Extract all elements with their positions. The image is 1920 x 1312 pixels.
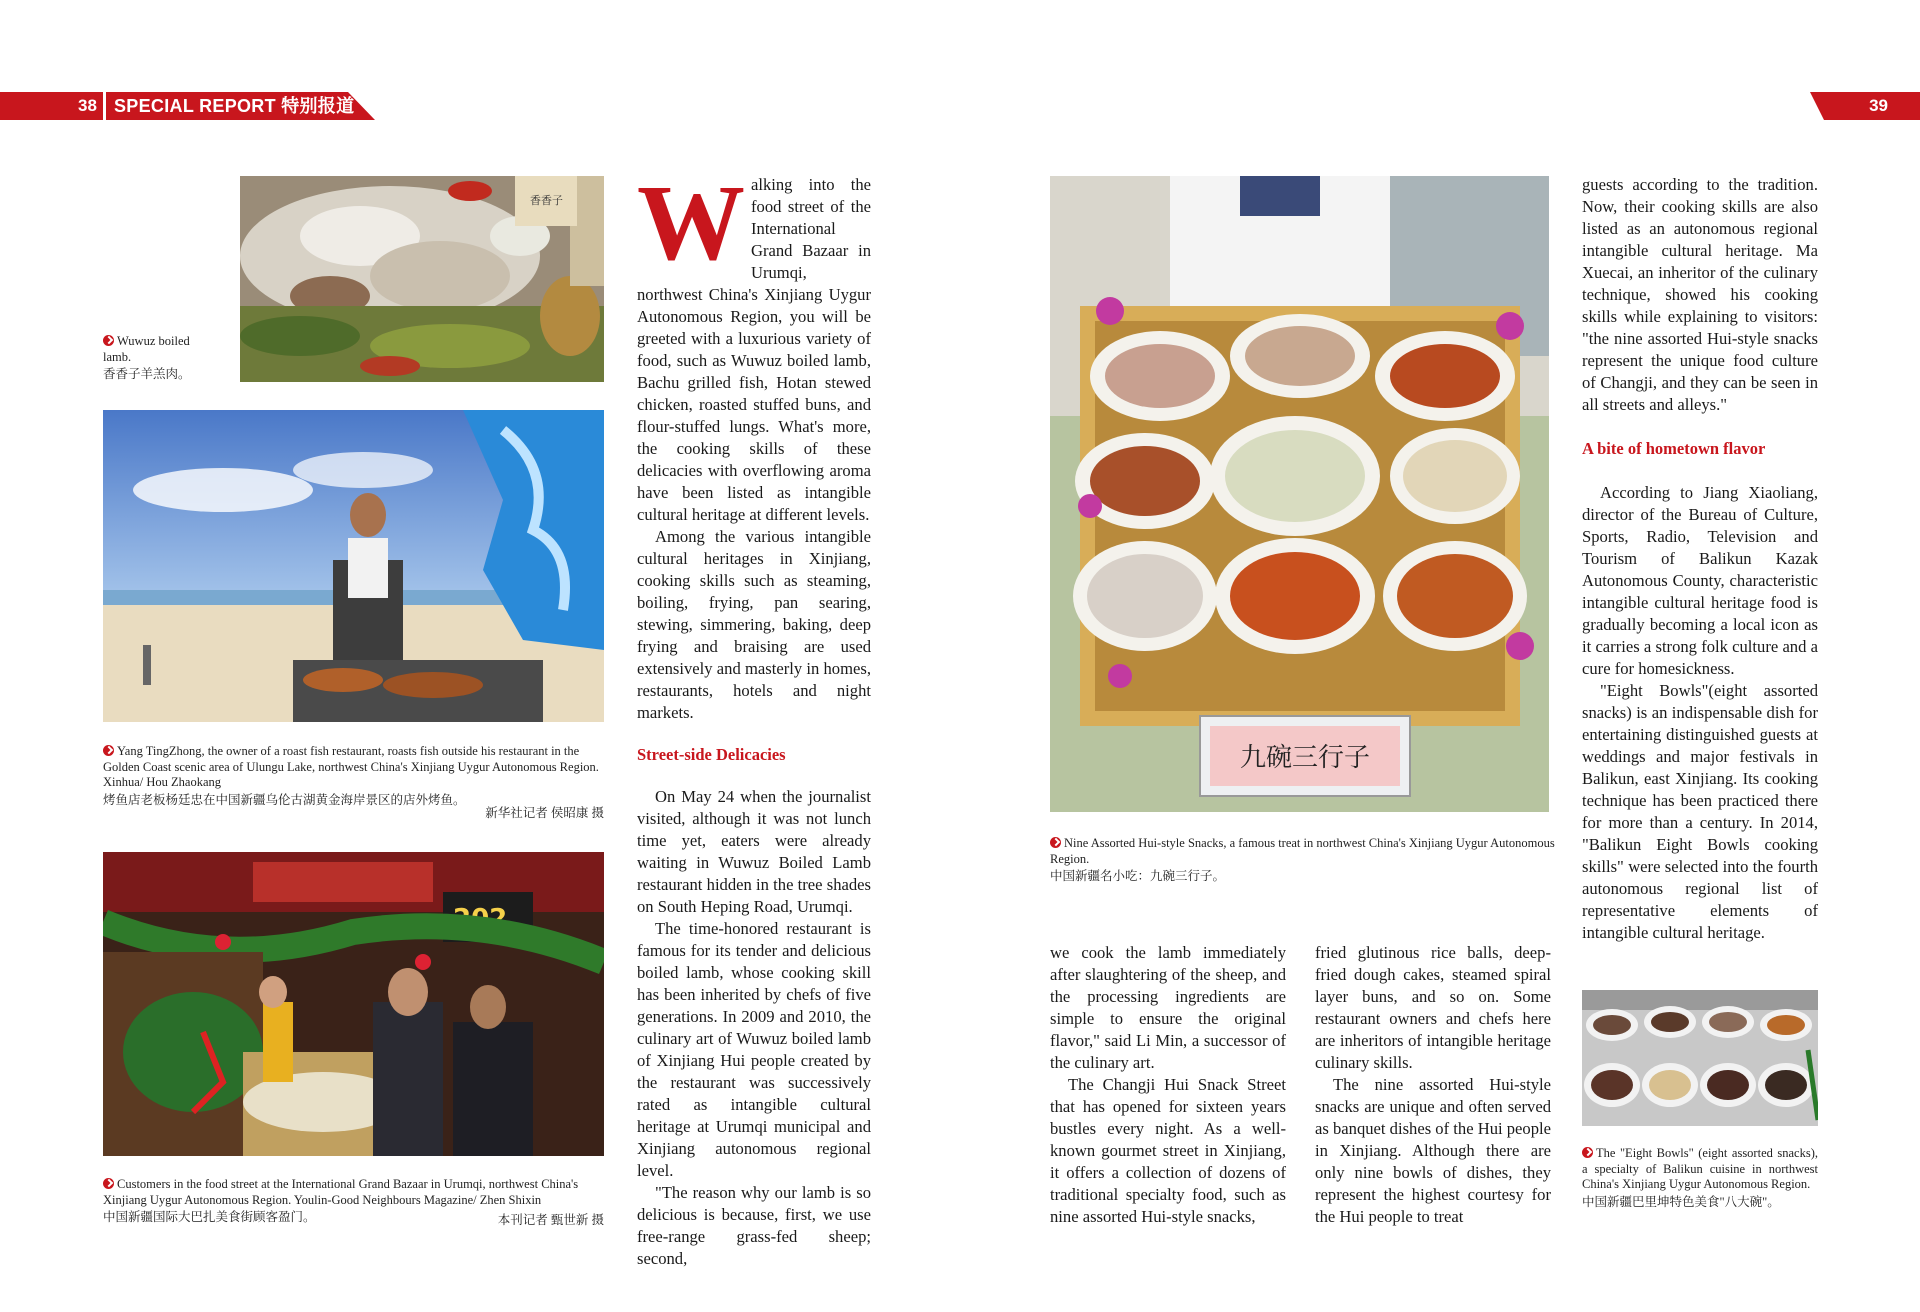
article-column-4 <box>1582 174 1818 944</box>
sign-year: 202 <box>453 904 508 934</box>
photo-roast-fish <box>103 410 604 722</box>
paragraph: On May 24 when the journalist visited, although it was not lunch time yet, eaters were already waiting in Wuwuz Boiled Lamb restaurant hidden in the tree shades on South Heping Road, Urumqi. <box>637 787 871 916</box>
caption-fish: Yang TingZhong, the owner of a roast fish restaurant, roasts fish outside his restaurant in the Golden Coast scenic area of Ulungu Lake, northwest China's Xinjiang Uygur Autonomous Region. Xinhua/ Hou Zhaokang 烤鱼店老板杨廷忠在中国新疆乌伦古湖黄金海岸景区的店外烤鱼。 新华社记者 侯昭康 摄 <box>103 744 604 820</box>
snack-sign-label: 九碗三行子 <box>1239 743 1371 773</box>
photo-eight-bowls <box>1582 990 1818 1126</box>
page-number-right: 39 <box>1869 96 1888 115</box>
paragraph: The nine assorted Hui-style snacks are unique and often served as banquet dishes of the Hui people in Xinjiang. Although there are only nine bowls of dishes, they represent the highest courtesy for the Hui people to treat <box>1315 1075 1551 1226</box>
caption-bowls: The "Eight Bowls" (eight assorted snacks), a specialty of Balikun cuisine in northwest China's Xinjiang Uygur Autonomous Region. 中国新疆巴里坤特色美食"八大碗"。 <box>1582 1146 1818 1209</box>
paragraph: The Changji Hui Snack Street that has opened for sixteen years bustles every night. As a well-known gourmet street in Xinjiang, it offers a collection of dozens of traditional specialty food, such as nine assorted Hui-style snacks, <box>1050 1075 1286 1226</box>
paragraph: "The reason why our lamb is so delicious is because, first, we use free-range grass-fed sheep; second, <box>637 1183 871 1268</box>
caption-bullet-icon <box>103 1178 114 1189</box>
photo-bazaar <box>103 852 604 1156</box>
paragraph: fried glutinous rice balls, deep-fried dough cakes, steamed spiral layer buns, and so on. Some restaurant owners and chefs here are inheritors of intangible heritage culinary skills. <box>1315 943 1551 1072</box>
paragraph: alking into the food street of the International Grand Bazaar in Urumqi, northwest China's Xinjiang Uygur Autonomous Region, you will be greeted with a luxurious variety of food, such as Wuwuz boiled lamb, Bachu grilled fish, Hotan stewed chicken, roasted stuffed buns, and flour-stuffed lungs. What's more, the cooking skills of these delicacies with overflowing aroma have been listed as intangible cultural heritage at different levels. <box>637 175 871 524</box>
section-heading-hometown: A bite of hometown flavor <box>1582 439 1766 458</box>
paragraph: According to Jiang Xiaoliang, director of the Bureau of Culture, Sports, Radio, Television and Tourism of Balikun Kazak Autonomous County, characteristic intangible cultural heritage food is gradually becoming a local icon as it carries a strong folk culture and a cure for homesickness. <box>1582 483 1818 678</box>
article-column-2 <box>1050 942 1286 1228</box>
photo-boiled-lamb <box>240 176 604 382</box>
credit-fish: 新华社记者 侯昭康 摄 <box>485 806 604 820</box>
drop-cap: W <box>637 164 745 283</box>
caption-bazaar: Customers in the food street at the International Grand Bazaar in Urumqi, northwest China's Xinjiang Uygur Autonomous Region. Youlin-Good Neighbours Magazine/ Zhen Shixin 中国新疆国际大巴扎美食街顾客盈门。 本刊记者 甄世新 摄 <box>103 1177 604 1227</box>
header-bar-right <box>1810 92 1920 120</box>
caption-lamb: Wuwuz boiled lamb. 香香子羊羔肉。 <box>103 334 191 381</box>
paragraph: guests according to the tradition. Now, their cooking skills are also listed as an autonomous regional intangible cultural heritage. Ma Xuecai, an inheritor of the culinary technique, showed his cooking skills while explaining to visitors: "the nine assorted Hui-style snacks represent the unique food culture of Changji, and they can be seen in all streets and alleys." <box>1582 175 1818 414</box>
paragraph: "Eight Bowls"(eight assorted snacks) is an indispensable dish for entertaining distinguished guests at weddings and major festivals in Balikun, east Xinjiang. Its cooking technique has been practiced there for more than a century. In 2014, "Balikun Eight Bowls cooking skills" were selected into the fourth autonomous regional list of representative elements of intangible cultural heritage. <box>1582 681 1818 942</box>
page-number-left: 38 <box>78 96 97 115</box>
article-column-1 <box>637 164 871 1270</box>
section-title: SPECIAL REPORT 特别报道 <box>114 96 355 116</box>
paragraph: Among the various intangible cultural heritages in Xinjiang, cooking skills such as steaming, boiling, frying, pan searing, stewing, simmering, baking, deep frying and braising are used extensively and masterly in homes, restaurants, hotels and night markets. <box>637 527 871 722</box>
caption-bullet-icon <box>103 745 114 756</box>
paragraph: The time-honored restaurant is famous for its tender and delicious boiled lamb, whose cooking skill has been inherited by chefs of five generations. In 2009 and 2010, the culinary art of Wuwuz boiled lamb of Xinjiang Hui people created by the restaurant was successively rated as intangible cultural heritage at Urumqi municipal and Xinjiang autonomous regional level. <box>637 919 871 1180</box>
lamb-box-label: 香香子 <box>530 194 563 207</box>
paragraph: we cook the lamb immediately after slaughtering of the sheep, and the processing ingredients are simple to ensure the original flavor," said Li Min, a successor of the culinary art. <box>1050 943 1286 1072</box>
caption-snacks: Nine Assorted Hui-style Snacks, a famous treat in northwest China's Xinjiang Uygur Autonomous Region. 中国新疆名小吃：九碗三行子。 <box>1050 836 1555 883</box>
section-heading-street: Street-side Delicacies <box>637 745 786 764</box>
caption-bullet-icon <box>1582 1147 1593 1158</box>
caption-bullet-icon <box>1050 837 1061 848</box>
credit-bazaar: 本刊记者 甄世新 摄 <box>497 1213 604 1227</box>
caption-bullet-icon <box>103 335 114 346</box>
article-column-3 <box>1315 942 1551 1228</box>
photo-nine-snacks <box>1050 176 1549 812</box>
